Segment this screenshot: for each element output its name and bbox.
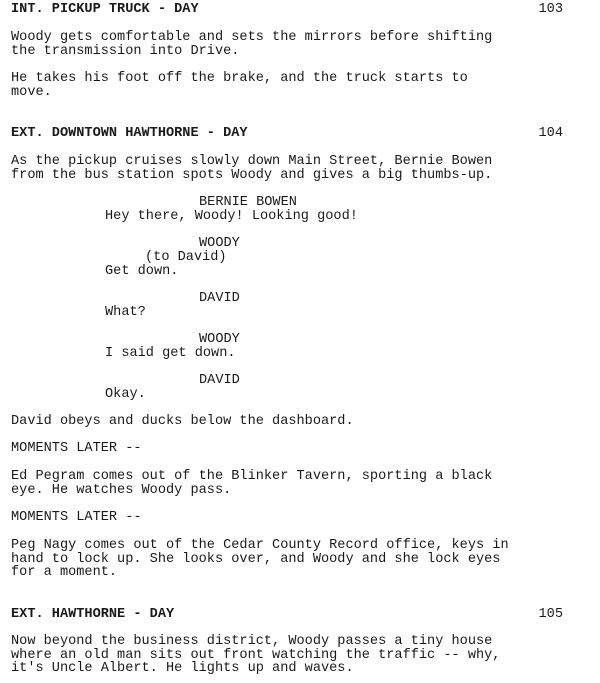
- scene-heading: EXT. DOWNTOWN HAWTHORNE - DAY: [11, 126, 248, 141]
- action-paragraph: Woody gets comfortable and sets the mirrors before shifting the transmission into Drive.: [11, 30, 493, 59]
- character-cue: DAVID: [199, 291, 240, 306]
- scene-number: 103: [538, 2, 563, 17]
- scene-number: 104: [538, 126, 563, 141]
- action-paragraph: Peg Nagy comes out of the Cedar County Record office, keys in hand to lock up. She looks over, and Woody and she lock eyes for a moment.: [11, 538, 509, 581]
- scene-number: 105: [538, 607, 563, 622]
- action-paragraph: As the pickup cruises slowly down Main Street, Bernie Bowen from the bus station spots Woody and gives a big thumbs-up.: [11, 154, 493, 183]
- dialogue-line: Hey there, Woody! Looking good!: [105, 209, 358, 224]
- transition-line: MOMENTS LATER --: [11, 441, 142, 456]
- scene-heading: INT. PICKUP TRUCK - DAY: [11, 2, 199, 17]
- dialogue-line: Okay.: [105, 387, 146, 402]
- action-paragraph: David obeys and ducks below the dashboard.: [11, 414, 354, 429]
- action-paragraph: Now beyond the business district, Woody passes a tiny house where an old man sits out front watching the traffic -- why, it's Uncle Albert. He lights up and waves.: [11, 634, 501, 677]
- transition-line: MOMENTS LATER --: [11, 510, 142, 525]
- character-cue: WOODY: [199, 236, 240, 251]
- action-paragraph: He takes his foot off the brake, and the truck starts to move.: [11, 71, 468, 100]
- action-paragraph: Ed Pegram comes out of the Blinker Tavern, sporting a black eye. He watches Woody pass.: [11, 469, 493, 498]
- character-cue: BERNIE BOWEN: [199, 195, 297, 210]
- character-cue: WOODY: [199, 332, 240, 347]
- dialogue-line: Get down.: [105, 264, 179, 279]
- parenthetical: (to David): [145, 250, 227, 265]
- scene-heading: EXT. HAWTHORNE - DAY: [11, 607, 175, 622]
- dialogue-line: What?: [105, 305, 146, 320]
- character-cue: DAVID: [199, 373, 240, 388]
- dialogue-line: I said get down.: [105, 346, 236, 361]
